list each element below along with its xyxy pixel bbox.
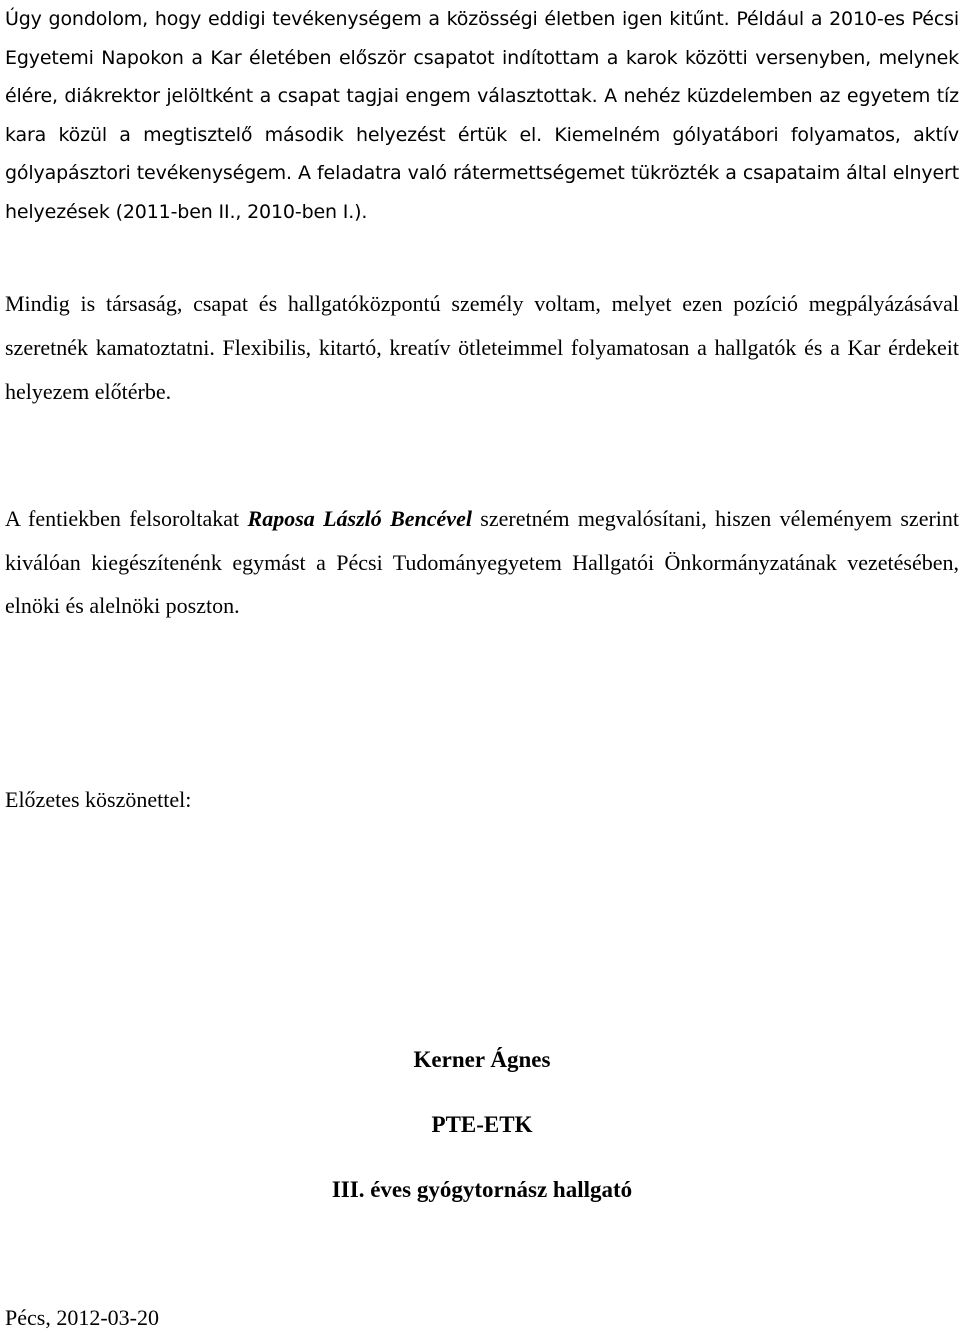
paragraph-recommendation-intro: A fentiekben felsoroltakat xyxy=(5,506,248,531)
place-and-date: Pécs, 2012-03-20 xyxy=(5,1305,159,1330)
paragraph-personality: Mindig is társaság, csapat és hallgatóközpontú személy voltam, melyet ezen pozíció megpályázásával szeretnék kamatoztatni. Flexibilis, kitartó, kreatív ötleteimmel folyamatosan a hallgatók és a Kar érdekeit helyezem előtérbe. xyxy=(5,291,959,404)
signature-role: III. éves gyógytornász hallgató xyxy=(331,1177,633,1202)
paragraph-recommendation xyxy=(5,497,959,628)
candidate-name: Raposa László Bencével xyxy=(247,506,472,531)
paragraph-activities: Úgy gondolom, hogy eddigi tevékenységem a közösségi életben igen kitűnt. Például a 2010-es Pécsi Egyetemi Napokon a Kar életében először csapatot indítottam a karok közötti versenyben, melynek élére, diákrektor jelöltként a csapat tagjai engem választottak. A nehéz küzdelemben az egyetem tíz kara közül a megtisztelő második helyezést értük el. Kiemelném gólyatábori folyamatos, aktív gólyapásztori tevékenységem. A feladatra való rátermettségemet tükrözték a csapataim által elnyert helyezések (2011-ben II., 2010-ben I.). xyxy=(5,8,959,223)
paragraph-recommendation-rest: szeretném megvalósítani, hiszen véleményem szerint kiválóan kiegészítenénk egymást a Pécsi Tudományegyetem Hallgatói Önkormányzatának vezetésében, elnöki és alelnöki poszton. xyxy=(5,506,960,618)
signature-name: Kerner Ágnes xyxy=(413,1047,551,1072)
closing-thanks: Előzetes köszönettel: xyxy=(5,787,192,812)
signature-organization: PTE-ETK xyxy=(431,1112,533,1137)
